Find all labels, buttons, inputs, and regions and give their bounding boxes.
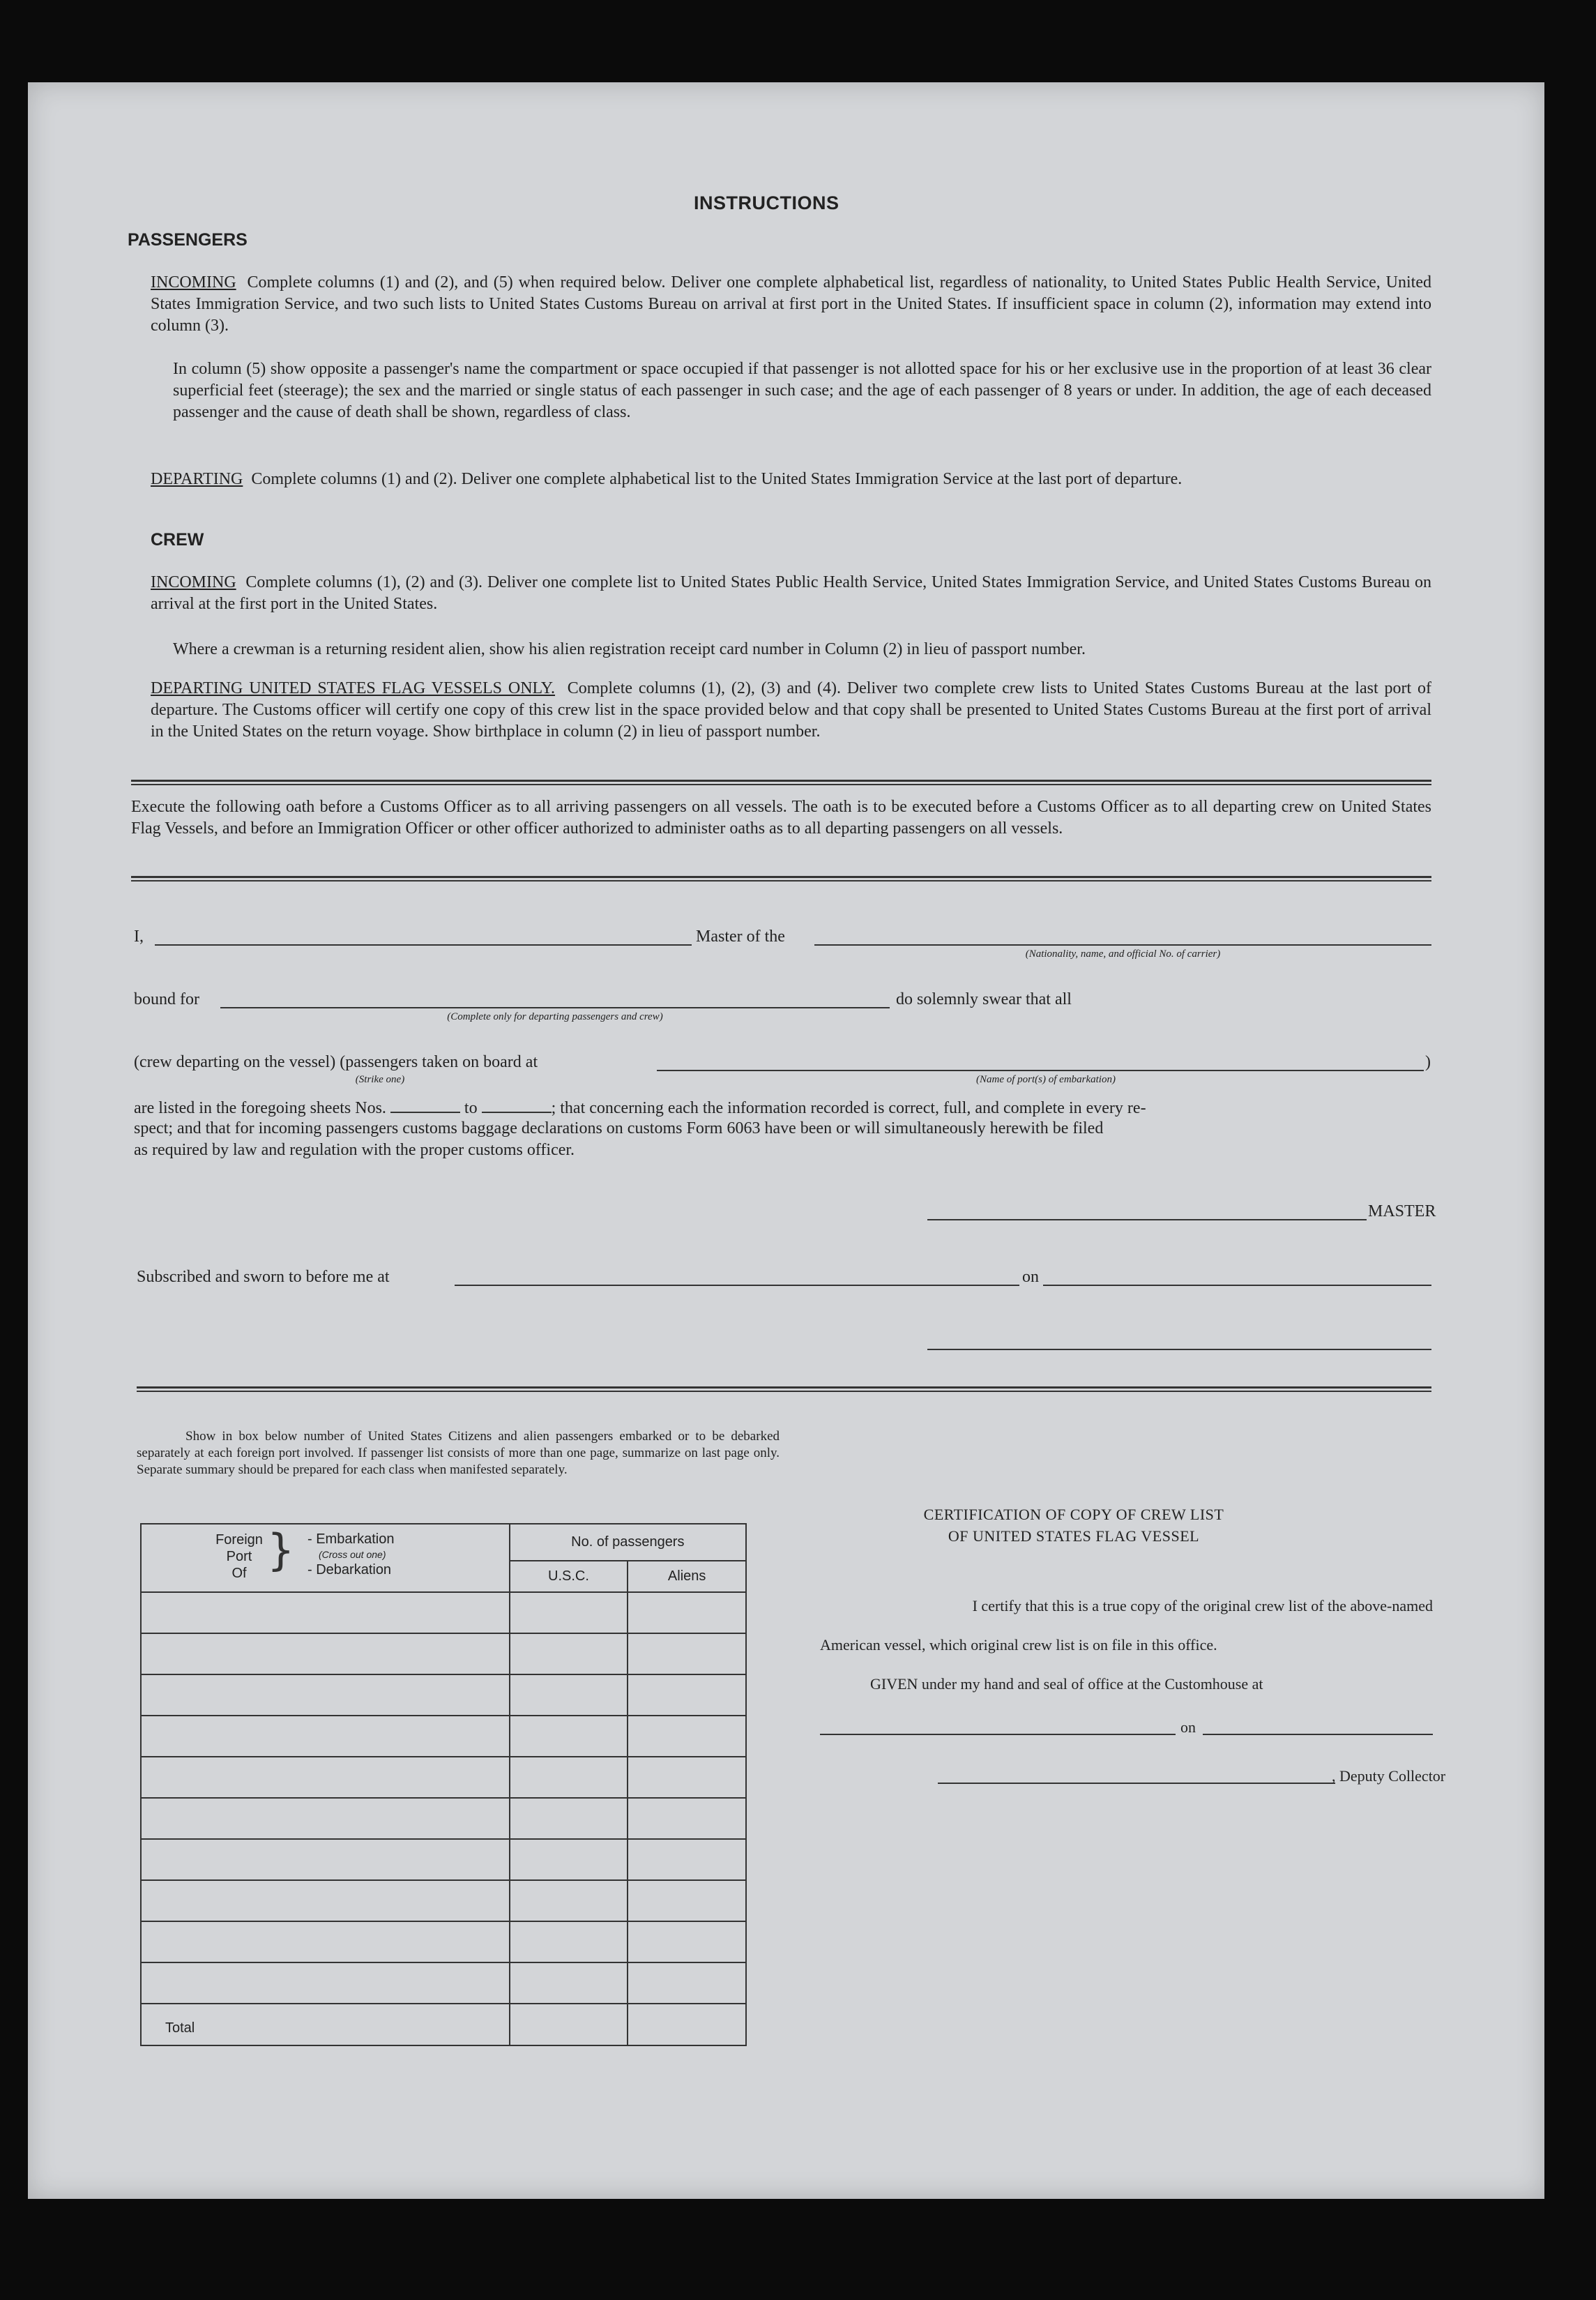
crew-departing-text: Complete columns (1), (2), (3) and (4). Deliver two complete crew lists to United States Customs Bureau at the last port of departure. The Customs officer will certify one copy of this crew list in the space provided below and that copy shall be presented to United States Customs Bureau at the first port of arrival in the United States on the return voyage. Show birthplace in column (2) in lieu of passport number. [151,679,1431,741]
usc-cell[interactable] [510,1674,628,1716]
port-cell[interactable] [141,1839,510,1880]
deputy-signature-field[interactable] [938,1783,1335,1784]
usc-cell[interactable] [510,1633,628,1674]
certification-date-field[interactable] [1203,1734,1433,1735]
usc-cell[interactable] [510,1962,628,2004]
bound-for-field[interactable] [220,1007,890,1008]
sheet-to-field[interactable] [482,1099,552,1113]
summary-note: Show in box below number of United States Citizens and alien passengers embarked or to be debarked separately at each foreign port involved. If passenger list consists of more than one page, summarize on last page only. Separate summary should be prepared for each class when manifested separately. [137,1429,780,1477]
close-paren: ) [1425,1053,1431,1071]
carrier-caption: (Nationality, name, and official No. of carrier) [1025,948,1221,960]
passengers-heading: PASSENGERS [128,230,248,250]
sworn-date-field[interactable] [1043,1285,1431,1286]
master-signature-field[interactable] [927,1219,1367,1220]
listed-line-3: as required by law and regulation with the proper customs officer. [134,1141,575,1159]
port-cell[interactable] [141,1633,510,1674]
sworn-location-field[interactable] [455,1285,1019,1286]
crew-incoming-label: INCOMING [151,573,236,591]
foreign-label: Foreign [215,1532,263,1548]
listed-line-2: spect; and that for incoming passengers customs baggage declarations on customs Form 6063 have been or will simultaneously herewith be filed [134,1119,1104,1137]
port-cell[interactable] [141,1757,510,1798]
usc-cell[interactable] [510,1798,628,1839]
port-cell[interactable] [141,1962,510,2004]
swear-text: do solemnly swear that all [896,990,1072,1008]
usc-cell[interactable] [510,1716,628,1757]
listed-text-b: ; that concerning each the information recorded is correct, full, and complete in every re- [551,1099,1146,1117]
debarkation-option[interactable]: - Debarkation [307,1562,392,1578]
oath-instructions: Execute the following oath before a Customs Officer as to all arriving passengers on all vessels. The oath is to be executed before a Customs Officer as to all departing crew on United States Flag Vessels, and before an Immigration Officer or other officer authorized to administer oaths as to all departing passengers on all vessels. [131,798,1431,838]
cross-out-caption: (Cross out one) [319,1549,386,1560]
aliens-cell[interactable] [628,1962,746,2004]
passengers-departing-paragraph [151,469,1431,490]
no-passengers-header: No. of passengers [510,1524,746,1561]
officer-signature-field[interactable] [927,1349,1431,1350]
aliens-cell[interactable] [628,1798,746,1839]
port-caption: (Name of port(s) of embarkation) [976,1074,1116,1085]
section-divider [131,780,1431,785]
listed-text-a: are listed in the foregoing sheets Nos. [134,1099,386,1117]
master-of-the-label: Master of the [696,928,785,946]
certification-title-2: OF UNITED STATES FLAG VESSEL [948,1527,1200,1545]
aliens-cell[interactable] [628,1592,746,1633]
listed-to: to [464,1099,478,1117]
crew-departing-label: DEPARTING UNITED STATES FLAG VESSELS ONLY. [151,679,556,697]
port-cell[interactable] [141,1674,510,1716]
aliens-cell[interactable] [628,1921,746,1962]
passengers-departing-text: Complete columns (1) and (2). Deliver one complete alphabetical list to the United States Immigration Service at the last port of departure. [251,470,1183,488]
bound-for-caption: (Complete only for departing passengers and crew) [447,1011,663,1022]
listed-line [134,1098,1431,1119]
certification-title [892,1504,1255,1547]
crew-departing-paragraph [151,678,1431,743]
brace-icon: } [267,1524,295,1575]
port-cell[interactable] [141,1716,510,1757]
carrier-field[interactable] [814,944,1431,946]
usc-cell[interactable] [510,1880,628,1921]
passengers-incoming-paragraph-2: In column (5) show opposite a passenger's name the compartment or space occupied if that passenger is not allotted space for his or her exclusive use in the proportion of at least 36 clear superficial feet (steerage); the sex and the married or single status of each passenger in such case; and the age of each passenger of 8 years or under. In addition, the age of each deceased passenger and the cause of death shall be shown, regardless of class. [173,360,1431,421]
master-label: MASTER [1368,1202,1436,1220]
aliens-cell[interactable] [628,1674,746,1716]
section-divider [131,876,1431,882]
sheet-from-field[interactable] [390,1099,460,1113]
aliens-cell[interactable] [628,1839,746,1880]
document-page [28,82,1544,2199]
crew-incoming-paragraph [151,572,1431,615]
usc-cell[interactable] [510,1757,628,1798]
of-label: Of [231,1566,247,1581]
customhouse-field[interactable] [820,1734,1176,1735]
passenger-summary-table [140,1523,747,2046]
sworn-on-label: on [1022,1268,1039,1286]
embarkation-port-field[interactable] [657,1070,1424,1071]
foreign-port-header [141,1524,510,1592]
crew-passengers-text: (crew departing on the vessel) (passengers taken on board at [134,1053,538,1071]
page-title: INSTRUCTIONS [694,192,839,213]
total-label: Total [141,2004,510,2045]
certification-line-2: American vessel, which original crew list is on file in this office. [820,1636,1217,1654]
strike-one-caption: (Strike one) [355,1074,405,1085]
crew-incoming-paragraph-2: Where a crewman is a returning resident alien, show his alien registration receipt card number in Column (2) in lieu of passport number. [173,640,1086,658]
usc-cell[interactable] [510,1921,628,1962]
usc-cell[interactable] [510,1592,628,1633]
usc-total-cell[interactable] [510,2004,628,2045]
aliens-cell[interactable] [628,1716,746,1757]
certification-title-1: CERTIFICATION OF COPY OF CREW LIST [923,1506,1224,1523]
port-cell[interactable] [141,1592,510,1633]
embarkation-option[interactable]: - Embarkation [307,1531,395,1547]
aliens-header: Aliens [628,1561,746,1592]
passengers-departing-label: DEPARTING [151,470,243,488]
subscribed-label: Subscribed and sworn to before me at [137,1268,390,1286]
certification-on-label: on [1180,1718,1196,1736]
passengers-incoming-text: Complete columns (1) and (2), and (5) when required below. Deliver one complete alphabetical list, regardless of nationality, to United States Public Health Service, United States Immigration Service, and two such lists to United States Customs Bureau on arrival at first port in the United States. If insufficient space in column (2), information may extend into column (3). [151,273,1432,335]
certification-line-3: GIVEN under my hand and seal of office at the Customhouse at [870,1675,1263,1693]
master-name-field[interactable] [155,944,692,946]
port-label: Port [226,1549,252,1564]
port-cell[interactable] [141,1921,510,1962]
section-divider [137,1386,1431,1392]
port-cell[interactable] [141,1798,510,1839]
usc-header: U.S.C. [510,1561,628,1592]
passengers-incoming-label: INCOMING [151,273,236,292]
aliens-cell[interactable] [628,1757,746,1798]
port-cell[interactable] [141,1880,510,1921]
aliens-cell[interactable] [628,1880,746,1921]
crew-heading: CREW [151,530,204,550]
passengers-incoming-paragraph [151,272,1431,337]
aliens-total-cell[interactable] [628,2004,746,2045]
deputy-collector-label: , Deputy Collector [1332,1767,1446,1785]
aliens-cell[interactable] [628,1633,746,1674]
certification-line-1: I certify that this is a true copy of the original crew list of the above-named [972,1597,1433,1614]
crew-incoming-text: Complete columns (1), (2) and (3). Deliver one complete list to United States Public Health Service, United States Immigration Service, and United States Customs Bureau on arrival at the first port in the United States. [151,573,1432,613]
bound-for-label: bound for [134,990,199,1008]
usc-cell[interactable] [510,1839,628,1880]
oath-i: I, [134,928,144,946]
